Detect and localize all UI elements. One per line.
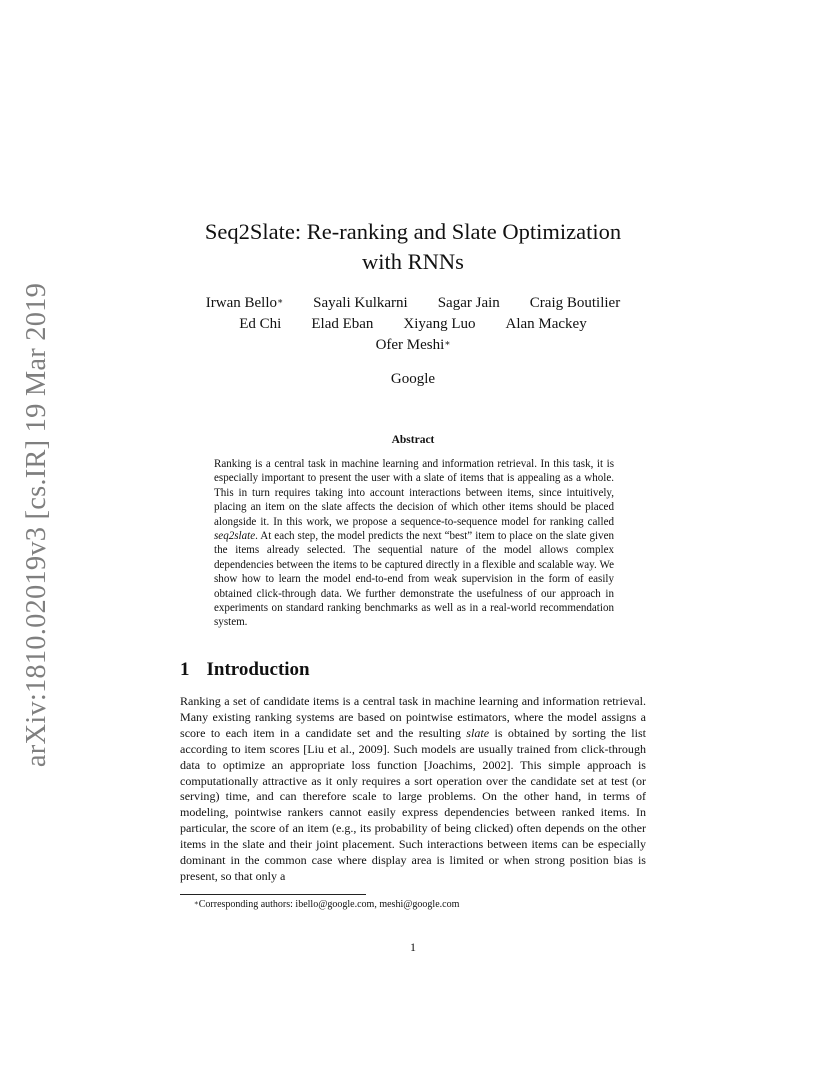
- author: Alan Mackey: [505, 316, 587, 332]
- footnote-mark: ∗: [194, 899, 199, 907]
- author: Sayali Kulkarni: [313, 295, 408, 311]
- author-row-1: [160, 293, 666, 314]
- author: Ofer Meshi∗: [375, 337, 451, 353]
- section-heading-introduction: [180, 659, 310, 681]
- footnote-text: Corresponding authors: ibello@google.com, meshi@google.com: [198, 899, 460, 910]
- arxiv-identifier-stamp: [14, 282, 60, 768]
- paper-title-line-1: Seq2Slate: Re-ranking and Slate Optimization: [204, 219, 622, 244]
- page-number: 1: [410, 940, 416, 954]
- author: Craig Boutilier: [529, 295, 621, 311]
- author-row-2: [160, 314, 666, 335]
- footnote-divider: [180, 894, 366, 895]
- paper-title-line-2: with RNNs: [362, 249, 464, 274]
- affiliation: Google: [390, 371, 436, 387]
- author: Sagar Jain: [437, 295, 500, 311]
- arxiv-stamp-text: arXiv:1810.02019v3 [cs.IR] 19 Mar 2019: [21, 282, 52, 768]
- author-row-3: [160, 335, 666, 356]
- footnote: [194, 898, 459, 911]
- introduction-emphasis: slate: [466, 725, 490, 740]
- abstract-model-name: seq2slate: [214, 530, 256, 543]
- author-list: [160, 293, 666, 356]
- author: Irwan Bello∗: [205, 295, 284, 311]
- author: Xiyang Luo: [403, 316, 476, 332]
- introduction-paragraph: Ranking a set of candidate items is a central task in machine learning and information retrieval. Many existing ranking systems are based on pointwise estimators, where the model assigns a score to each item in a candidate set and the resulting slate is obtained by sorting the list according to item scores [Liu et al., 2009]. Such models are usually trained from click-through data to optimize an appropriate loss function [Joachims, 2002]. This simple approach is computationally attractive as it only requires a sort operation over the candidate set at test (or serving) time, and can therefore scale to large problems. On the other hand, in terms of modeling, pointwise rankers cannot easily express dependencies between ranked items. In particular, the score of an item (e.g., its probability of being clicked) often depends on the other items in the slate and their joint placement. Such interactions between items can be especially dominant in the common case where display area is limited or when strong position bias is present, so that only a: [180, 694, 646, 883]
- author: Ed Chi: [239, 316, 282, 332]
- abstract-heading: Abstract: [391, 434, 435, 446]
- paper-title: [160, 217, 666, 277]
- author: Elad Eban: [311, 316, 374, 332]
- section-title: Introduction: [206, 659, 310, 680]
- abstract-text: Ranking is a central task in machine learning and information retrieval. In this task, it is especially important to present the user with a slate of items that is appealing as a whole. This in turn requires taking into account interactions between items, since intuitively, placing an item on the slate affects the decision of which other items should be placed alongside it. In this work, we propose a sequence-to-sequence model for ranking called seq2slate. At each step, the model predicts the next “best” item to place on the slate given the items already selected. The sequential nature of the model allows complex dependencies between the items to be captured directly in a flexible and scalable way. We show how to learn the model end-to-end from weak supervision in the form of easily obtained click-through data. We further demonstrate the usefulness of our approach in experiments on standard ranking benchmarks as well as in a real-world recommendation system.: [214, 458, 614, 629]
- section-number: 1: [180, 659, 190, 680]
